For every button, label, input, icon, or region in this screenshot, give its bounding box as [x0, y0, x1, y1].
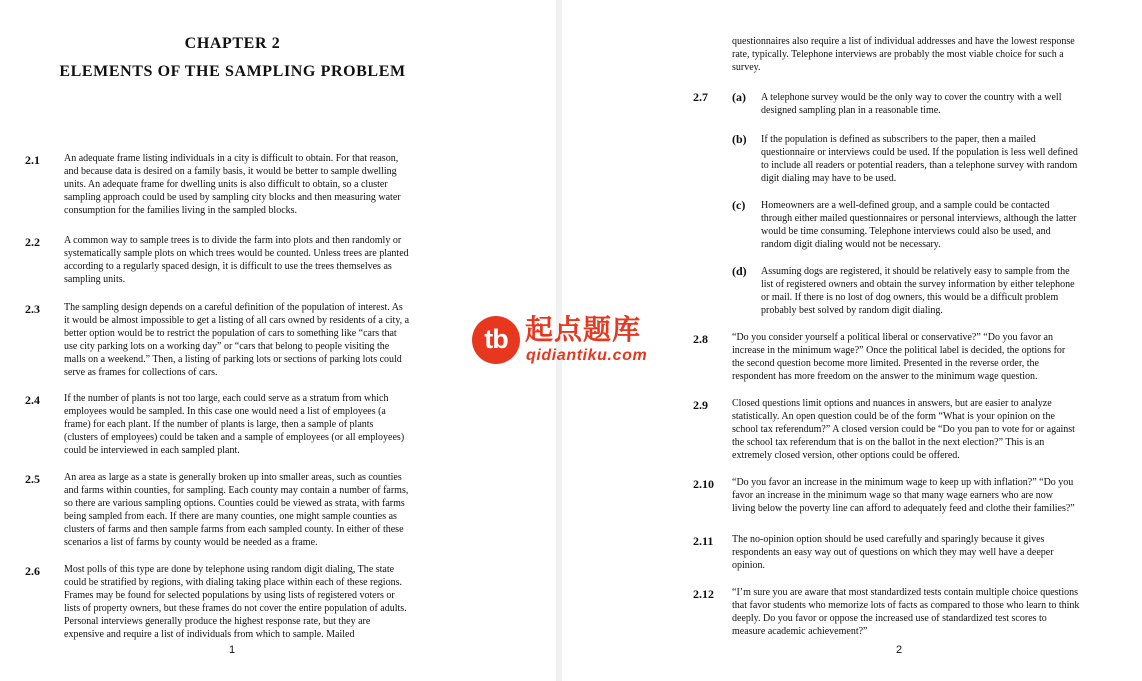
- watermark-logo: [472, 313, 677, 369]
- entry-number: 2.7: [693, 90, 708, 104]
- part-letter: (c): [732, 198, 746, 212]
- page-number: 1: [229, 644, 236, 656]
- entry-text: “Do you favor an increase in the minimum wage to keep up with inflation?” “Do you favor an increase in the minimum wage so that many wage earners who are now living below the poverty line can afford to adequately feed and clothe their families?”: [732, 477, 1075, 514]
- entry-text: “Do you consider yourself a political liberal or conservative?” “Do you favor an increase in the minimum wage?” Once the political label is decided, the options for the second question become more limited. Presented in the reverse order, the respondent has more freedom on the answer to the minimum wage question.: [732, 332, 1066, 382]
- entry-number: 2.6: [25, 564, 40, 578]
- part-text: A telephone survey would be the only way to cover the country with a well designed sampling plan in a reasonable time.: [761, 92, 1062, 116]
- part-text: Assuming dogs are registered, it should be relatively easy to sample from the list of registered owners and obtain the survey information by either telephone or mail. If there is no lost of dog owners, this would be a difficult problem probably best solved by random digit dialing.: [761, 266, 1075, 316]
- chapter-number: CHAPTER 2: [184, 35, 281, 52]
- entry-number: 2.9: [693, 398, 708, 412]
- watermark-badge: tb: [472, 316, 520, 364]
- entry-text: An area as large as a state is generally broken up into smaller areas, such as counties and farms within counties, for sampling. Each county may contain a number of farms, so there are various sampling options. Counties could be viewed as strata, with farms being sampled from each. If there are many counties, one might sample counties as clusters of farms and then sample farms from each sampled county. In either of these scenarios a list of farms by county would be needed as a frame.: [64, 472, 409, 548]
- entry-text: An adequate frame listing individuals in a city is difficult to obtain. For that reason, and because data is desired on a family basis, it would be better to sample dwelling units. An adequate frame for dwelling units is also difficult to obtain, so a cluster sampling approach could be used by sampling city blocks and then measuring water consumption for the families living in the sampled blocks.: [64, 153, 401, 216]
- part-text: Homeowners are a well-defined group, and a sample could be contacted through either mailed questionnaires or personal interviews, although the latter would be time consuming. Telephone interviews could also be used, and random digit dialing would not be necessary.: [761, 200, 1077, 250]
- entry-number: 2.5: [25, 472, 40, 486]
- continuation-text: questionnaires also require a list of individual addresses and have the lowest response rate, typically. Telephone interviews are probably the most viable choice for such a survey.: [732, 36, 1075, 73]
- entry-number: 2.10: [693, 477, 714, 491]
- part-text: If the population is defined as subscribers to the paper, then a mailed questionnaire or interviews could be used. If the population is less well defined to include all readers or potential readers, than a telephone survey with random digit dialing may have to be used.: [761, 134, 1078, 184]
- entry-text: If the number of plants is not too large, each could serve as a stratum from which employees would be sampled. In this case one would need a list of employees (a frame) for each plant. If the number of plants is large, then a sample of plants (clusters of employees) could be taken and a sample of employees (or all employees) could be interviewed in each sampled plant.: [64, 393, 405, 456]
- page-number: 2: [896, 644, 903, 656]
- entry-text: The no-opinion option should be used carefully and sparingly because it gives respondents an easy way out of questions on which they may well have a deeper opinion.: [732, 534, 1054, 571]
- entry-number: 2.2: [25, 235, 40, 249]
- entry-text: The sampling design depends on a careful definition of the population of interest. As it would be almost impossible to get a listing of all cars owned by residents of a city, a better option would be to restrict the population of cars to something like “cars that use city parking lots on a working day” or “cars that belong to people visiting the malls on a weekend.” Then, a listing of parking lots or sections of parking lots could serve as frames for collections of cars.: [64, 302, 410, 378]
- entry-text: A common way to sample trees is to divide the farm into plots and then randomly or systematically sample plots on which trees would be counted. Unless trees are planted according to a regularly spaced design, it is difficult to use the trees themselves as sampling units.: [64, 235, 409, 285]
- entry-text: Most polls of this type are done by telephone using random digit dialing, The state could be stratified by regions, with dialing taking place within each of these regions. Frames may be found for selected populations by using lists of registered voters or lists of property owners, but these frames do not cover the entire population of adults. Personal interviews generally produce the highest response rate, but they are expensive and require a list of individuals from which to sample. Mailed: [64, 564, 407, 640]
- entry-number: 2.8: [693, 332, 708, 346]
- watermark-url: qidiantiku.com: [526, 347, 648, 364]
- entry-text: “I’m sure you are aware that most standardized tests contain multiple choice questions that favor students who memorize lots of facts as compared to those who learn to think deeply. Do you favor or oppose the increased use of standardized test scores to measure academic achievement?”: [732, 587, 1080, 637]
- entry-number: 2.3: [25, 302, 40, 316]
- entry-number: 2.12: [693, 587, 714, 601]
- entry-number: 2.11: [693, 534, 714, 548]
- entry-text: Closed questions limit options and nuances in answers, but are easier to analyze statistically. An open question could be of the form “What is your opinion on the school tax referendum?” A closed version could be “Do you pan to vote for or against the school tax referendum that is on the ballot in the next election?” This is an extremely closed version, other options could be offered.: [732, 398, 1075, 461]
- part-letter: (b): [732, 132, 747, 146]
- entry-number: 2.1: [25, 153, 40, 167]
- part-letter: (d): [732, 264, 747, 278]
- watermark-chinese-text: 起点题库: [525, 313, 642, 346]
- entry-number: 2.4: [25, 393, 40, 407]
- chapter-title: ELEMENTS OF THE SAMPLING PROBLEM: [59, 63, 406, 80]
- part-letter: (a): [732, 90, 746, 104]
